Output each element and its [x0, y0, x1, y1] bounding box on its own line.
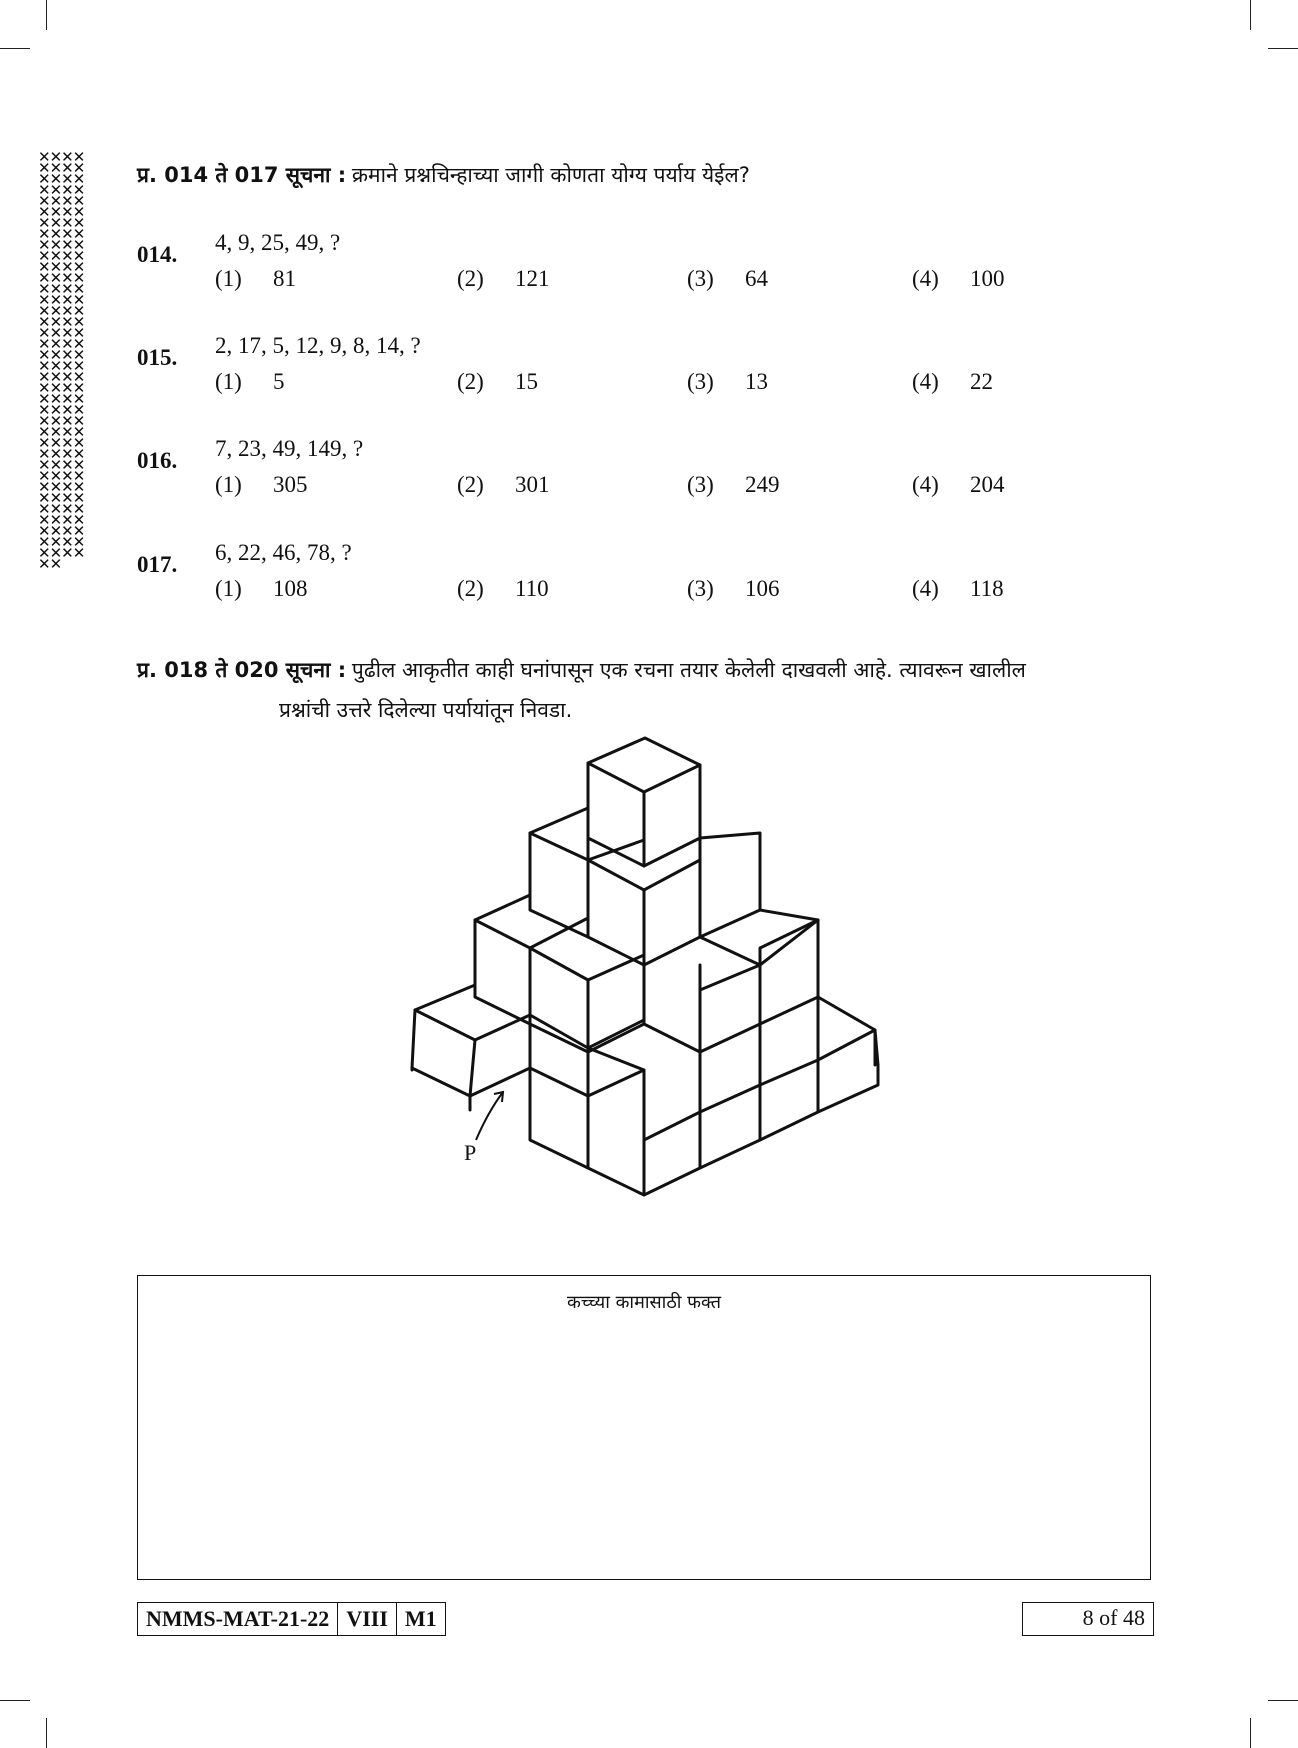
- question-number: 015.: [137, 345, 178, 370]
- instructions-014-017: [137, 156, 750, 194]
- option-2[interactable]: (2) 110: [457, 576, 549, 601]
- crop-mark: [1268, 48, 1298, 49]
- question-sequence: 2, 17, 5, 12, 9, 8, 14, ?: [215, 333, 421, 358]
- option-4[interactable]: (4) 204: [912, 472, 1005, 497]
- option-1[interactable]: (1) 305: [215, 472, 308, 497]
- exam-code: NMMS-MAT-21-22: [146, 1606, 330, 1631]
- instruction-line-2: प्रश्नांची उत्तरे दिलेल्या पर्यायांतून निवडा.: [279, 698, 573, 722]
- rough-work-title: कच्च्या कामासाठी फक्त: [567, 1292, 721, 1313]
- option-3[interactable]: (3) 249: [687, 472, 780, 497]
- cube-pyramid-figure: [400, 720, 900, 1200]
- crop-mark: [1250, 0, 1251, 30]
- option-4[interactable]: (4) 100: [912, 266, 1005, 291]
- question-017: [137, 540, 1137, 620]
- question-number: 016.: [137, 448, 178, 473]
- crop-mark: [0, 1700, 30, 1701]
- option-2[interactable]: (2) 301: [457, 472, 550, 497]
- exam-class: VIII: [337, 1603, 396, 1635]
- question-015: [137, 333, 1137, 413]
- option-4[interactable]: (4) 118: [912, 576, 1004, 601]
- question-014: [137, 230, 1137, 310]
- question-016: [137, 436, 1137, 516]
- pointer-arrow: [476, 1092, 503, 1140]
- option-4[interactable]: (4) 22: [912, 369, 993, 394]
- pointer-label: P: [464, 1140, 477, 1165]
- question-sequence: 7, 23, 49, 149, ?: [215, 436, 364, 461]
- question-number: 017.: [137, 552, 178, 577]
- option-2[interactable]: (2) 121: [457, 266, 550, 291]
- crop-mark: [46, 1718, 47, 1748]
- crop-mark: [46, 0, 47, 30]
- rough-work-box: [137, 1275, 1151, 1580]
- option-3[interactable]: (3) 106: [687, 576, 780, 601]
- footer-code-box: [137, 1602, 446, 1636]
- exam-set: M1: [396, 1603, 445, 1635]
- option-1[interactable]: (1) 81: [215, 266, 296, 291]
- question-sequence: 6, 22, 46, 78, ?: [215, 540, 352, 565]
- page-number: 8 of 48: [1022, 1602, 1154, 1636]
- question-sequence: 4, 9, 25, 49, ?: [215, 230, 341, 255]
- option-1[interactable]: (1) 5: [215, 369, 285, 394]
- option-3[interactable]: (3) 13: [687, 369, 768, 394]
- option-1[interactable]: (1) 108: [215, 576, 308, 601]
- instruction-prefix: प्र. 018 ते 020 सूचना :: [137, 658, 347, 682]
- crop-mark: [1250, 1718, 1251, 1748]
- instruction-line-1: पुढील आकृतीत काही घनांपासून एक रचना तयार केलेली दाखवली आहे. त्यावरून खालील: [351, 658, 1026, 682]
- option-2[interactable]: (2) 15: [457, 369, 538, 394]
- crop-mark: [1268, 1700, 1298, 1701]
- instruction-prefix: प्र. 014 ते 017 सूचना :: [137, 163, 347, 187]
- crop-mark: [0, 48, 30, 49]
- instruction-text: क्रमाने प्रश्नचिन्हाच्या जागी कोणता योग्य पर्याय येईल?: [351, 163, 750, 187]
- instructions-018-020: [137, 650, 1157, 730]
- decorative-cross-pattern: ✕✕✕✕✕✕✕✕✕✕✕✕✕✕✕✕✕✕✕✕✕✕✕✕✕✕✕✕✕✕✕✕✕✕✕✕✕✕✕✕✕✕✕✕✕✕✕✕✕✕✕✕✕✕✕✕✕✕✕✕✕✕✕✕✕✕✕✕✕✕✕✕✕✕✕✕✕✕✕✕✕✕✕✕✕✕✕✕✕✕✕✕✕✕✕✕✕✕✕✕✕✕✕✕✕✕✕✕✕✕✕✕✕✕✕✕✕✕✕✕✕✕✕✕✕✕✕✕✕✕✕✕✕✕✕✕✕✕✕✕✕✕✕✕✕✕✕✕✕✕: [38, 148, 85, 573]
- question-number: 014.: [137, 242, 178, 267]
- option-3[interactable]: (3) 64: [687, 266, 768, 291]
